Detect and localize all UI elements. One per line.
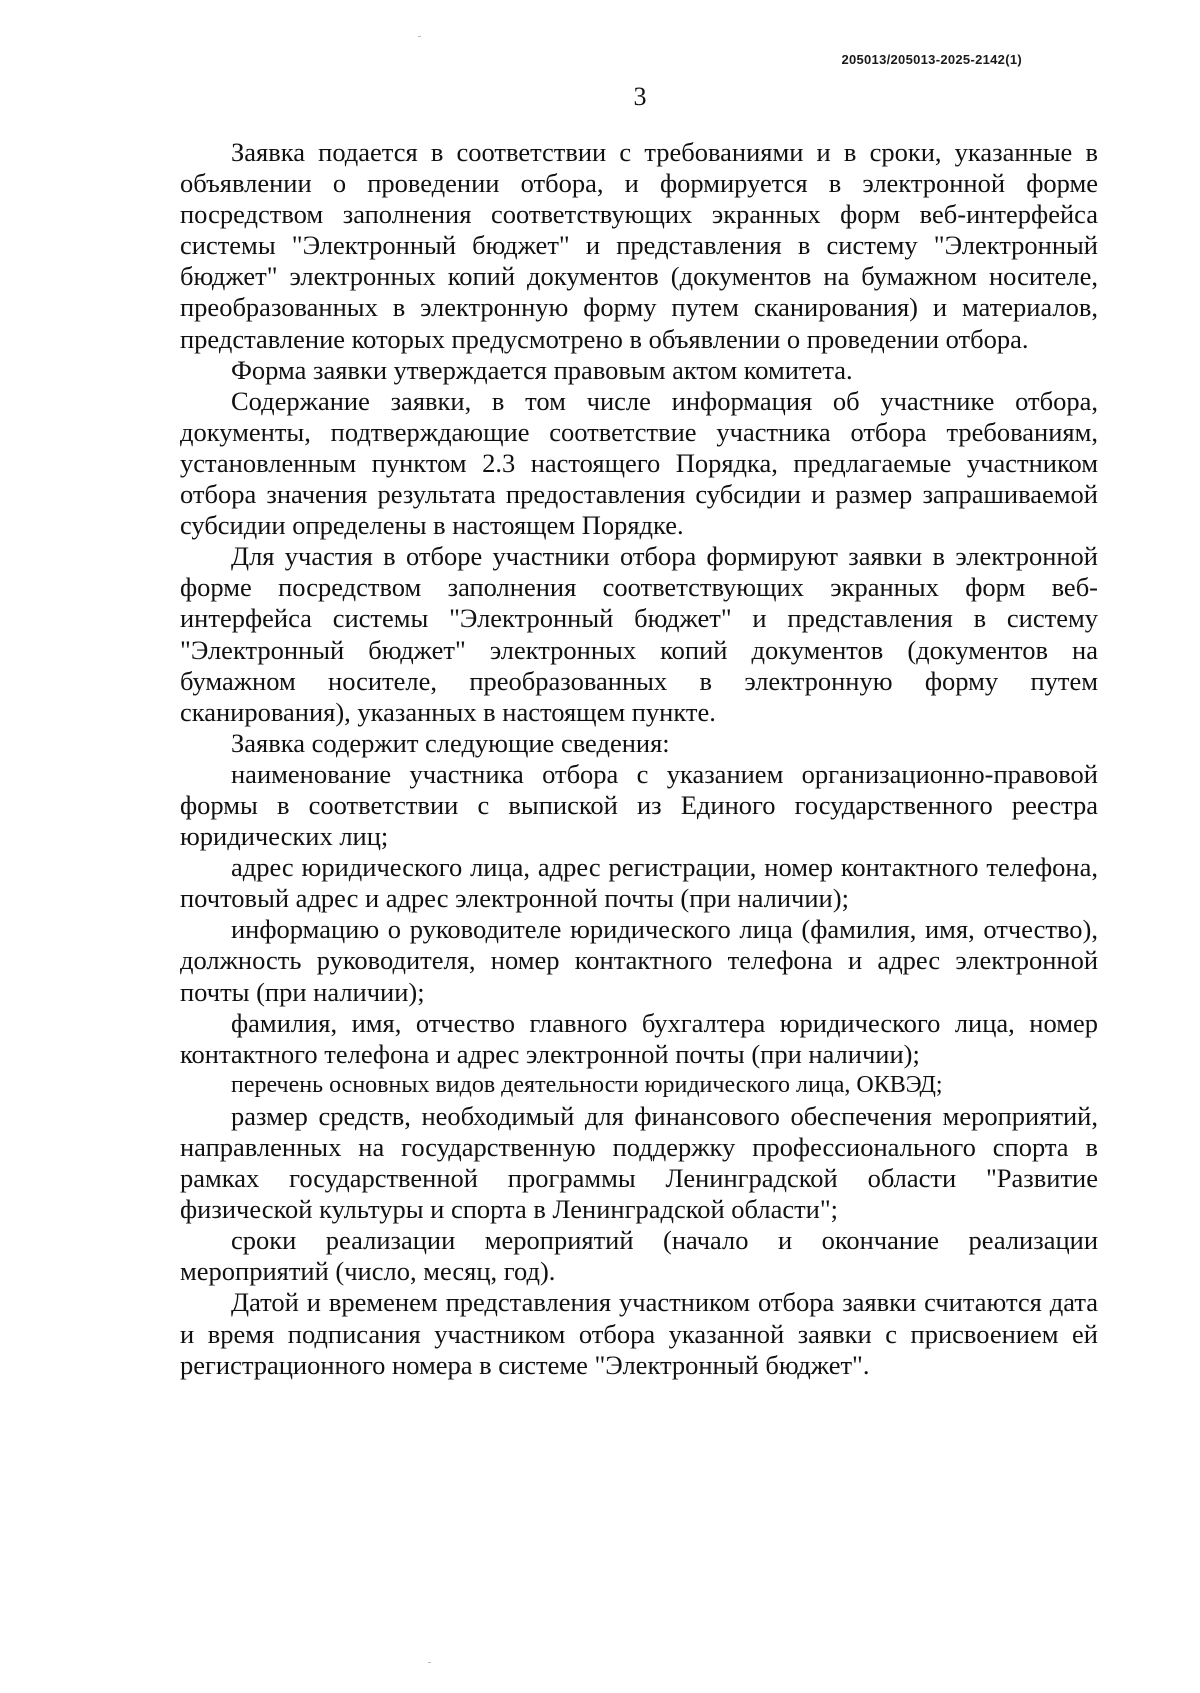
document-body bbox=[180, 137, 1098, 1381]
paragraph-application-submission: Заявка подается в соответствии с требованиями и в сроки, указанные в объявлении о проведении отбора, и формируется в электронной форме посредством заполнения соответствующих экранных форм веб-интерфейса системы "Электронный бюджет" и представления в систему "Электронный бюджет" электронных копий документов (документов на бумажном носителе, преобразованных в электронную форму путем сканирования) и материалов, представление которых предусмотрено в объявлении о проведении отбора. bbox=[180, 137, 1098, 354]
paragraph-application-contains: Заявка содержит следующие сведения: bbox=[231, 727, 670, 758]
list-item-address: адрес юридического лица, адрес регистрации, номер контактного телефона, почтовый адрес и адрес электронной почты (при наличии); bbox=[180, 852, 1098, 914]
paragraph-participation: Для участия в отборе участники отбора формируют заявки в электронной форме посредством заполнения соответствующих экранных форм веб-интерфейса системы "Электронный бюджет" и представления в систему "Электронный бюджет" электронных копий документов (документов на бумажном носителе, преобразованных в электронную форму путем сканирования), указанных в настоящем пункте. bbox=[180, 541, 1098, 727]
list-item-activities: перечень основных видов деятельности юридического лица, ОКВЭД; bbox=[231, 1071, 943, 1098]
page-number: 3 bbox=[633, 82, 647, 111]
paragraph-submission-date: Датой и временем представления участником отбора заявки считаются дата и время подписания участником отбора указанной заявки с присвоением ей регистрационного номера в системе "Электронный бюджет". bbox=[180, 1287, 1098, 1380]
scan-speck bbox=[418, 36, 421, 37]
document-id: 205013/205013-2025-2142(1) bbox=[841, 52, 1022, 67]
list-item-implementation-dates: сроки реализации мероприятий (начало и окончание реализации мероприятий (число, месяц, год). bbox=[180, 1225, 1098, 1287]
paragraph-application-content: Содержание заявки, в том числе информация об участнике отбора, документы, подтверждающие соответствие участника отбора требованиям, установленным пунктом 2.3 настоящего Порядка, предлагаемые участником отбора значения результата предоставления субсидии и размер запрашиваемой субсидии определены в настоящем Порядке. bbox=[180, 385, 1098, 541]
scan-speck bbox=[428, 1662, 431, 1663]
list-item-chief-accountant: фамилия, имя, отчество главного бухгалтера юридического лица, номер контактного телефона и адрес электронной почты (при наличии); bbox=[180, 1007, 1098, 1069]
list-item-funding-amount: размер средств, необходимый для финансового обеспечения мероприятий, направленных на государственную поддержку профессионального спорта в рамках государственной программы Ленинградской области "Развитие физической культуры и спорта в Ленинградской области"; bbox=[180, 1100, 1098, 1225]
list-item-director-info: информацию о руководителе юридического лица (фамилия, имя, отчество), должность руководителя, номер контактного телефона и адрес электронной почты (при наличии); bbox=[180, 914, 1098, 1007]
paragraph-application-form: Форма заявки утверждается правовым актом комитета. bbox=[231, 354, 853, 385]
list-item-participant-name: наименование участника отбора с указанием организационно-правовой формы в соответствии с выпиской из Единого государственного реестра юридических лиц; bbox=[180, 758, 1098, 852]
